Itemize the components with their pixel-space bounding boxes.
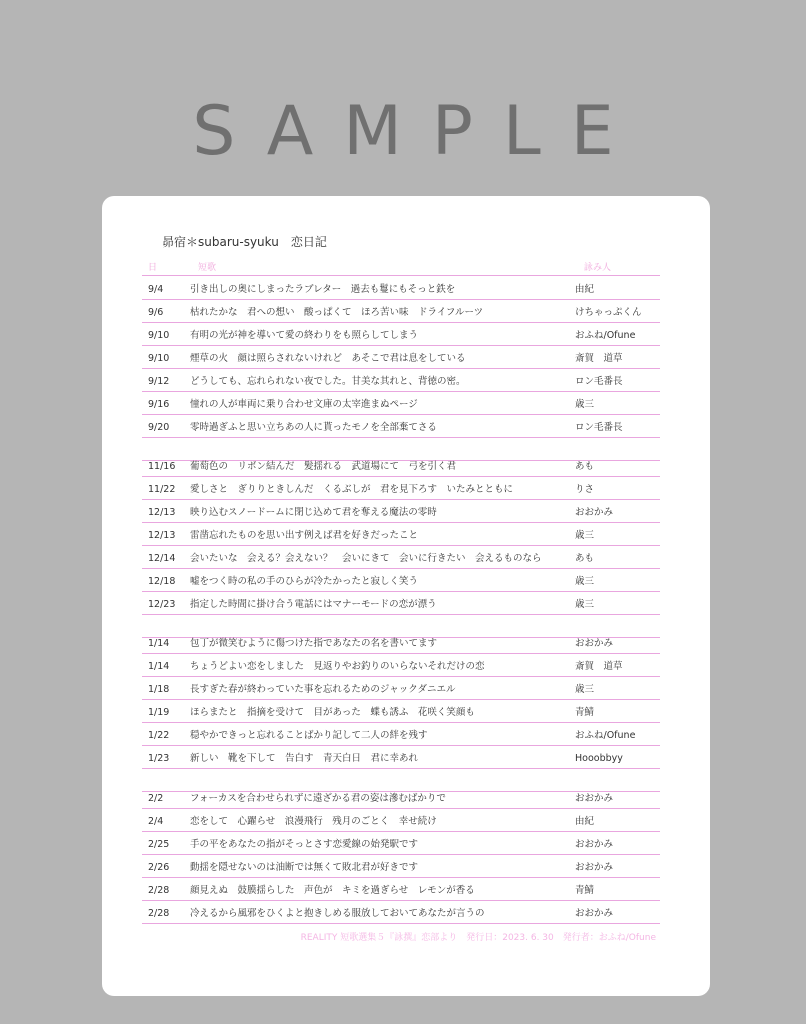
poem-text: 会いたいな 会える？会えない？ 会いにきて 会いに行きたい 会えるものなら <box>190 553 542 564</box>
poem-group-february <box>142 786 660 924</box>
poem-date: 2/2 <box>148 793 164 804</box>
poem-group-november-december <box>142 454 660 638</box>
poem-author: 由紀 <box>575 284 595 295</box>
poem-date: 12/14 <box>148 553 176 564</box>
poem-text: 新しい 靴を下して 告白す 青天白日 君に幸あれ <box>190 753 419 764</box>
poem-author: Hooobbyy <box>575 753 623 764</box>
poem-author: おおかみ <box>575 862 614 873</box>
poem-text: 嘘をつく時の私の手のひらが冷たかったと寂しく笑う <box>190 576 419 587</box>
table-row <box>142 277 660 300</box>
poem-text: 映り込むスノードームに閉じ込めて君を奪える魔法の零時 <box>190 507 437 518</box>
table-row <box>142 786 660 809</box>
table-row <box>142 500 660 523</box>
poem-author: おふね/Ofune <box>575 330 636 341</box>
poem-author: 歳三 <box>575 530 595 541</box>
publication-footer: REALITY 短歌選集５『詠撰』恋部より 発行日：2023. 6. 30 発行者：おふね/Ofune <box>300 933 656 943</box>
table-row <box>142 631 660 654</box>
poem-author: 斎賀 道草 <box>575 353 623 364</box>
poem-date: 11/16 <box>148 461 176 472</box>
table-row <box>142 592 660 615</box>
poem-author: 青鯖 <box>575 707 595 718</box>
poem-group-september <box>142 277 660 461</box>
poem-text: 長すぎた春が終わっていた事を忘れるためのジャックダニエル <box>190 684 456 695</box>
table-row <box>142 546 660 569</box>
poem-text: 煙草の火 顔は照らされないけれど あそこで君は息をしている <box>190 353 466 364</box>
poem-author: りさ <box>575 484 595 495</box>
table-row <box>142 477 660 500</box>
poem-date: 1/18 <box>148 684 170 695</box>
table-row <box>142 392 660 415</box>
poem-date: 1/19 <box>148 707 170 718</box>
poem-author: 歳三 <box>575 599 595 610</box>
header-author: 詠み人 <box>584 263 612 273</box>
table-row <box>142 300 660 323</box>
poem-author: 歳三 <box>575 684 595 695</box>
table-row <box>142 700 660 723</box>
poem-date: 11/22 <box>148 484 176 495</box>
poem-author: 歳三 <box>575 399 595 410</box>
poem-date: 12/23 <box>148 599 176 610</box>
poem-text: 恋をして 心躍らせ 浪漫飛行 残月のごとく 幸せ続け <box>190 816 437 827</box>
poem-date: 9/4 <box>148 284 164 295</box>
table-row <box>142 569 660 592</box>
poem-text: 手の平をあなたの指がそっとさす恋愛線の始発駅です <box>190 839 419 850</box>
sample-watermark: SAMPLE <box>192 92 644 171</box>
poem-text: 葡萄色の リボン結んだ 髪揺れる 武道場にて 弓を引く君 <box>190 461 457 472</box>
poem-text: 動揺を隠せないのは油断では無くて敗北君が好きです <box>190 862 419 873</box>
poem-date: 2/4 <box>148 816 164 827</box>
poem-date: 9/10 <box>148 330 170 341</box>
poem-text: フォーカスを合わせられずに遠ざかる君の姿は滲むばかりで <box>190 793 446 804</box>
poem-author: 歳三 <box>575 576 595 587</box>
poem-text: 指定した時間に掛け合う電話にはマナーモードの恋が漂う <box>190 599 437 610</box>
poem-author: おおかみ <box>575 507 614 518</box>
poem-author: けちゃっぷくん <box>575 307 642 318</box>
table-row <box>142 523 660 546</box>
poem-date: 1/14 <box>148 638 170 649</box>
poem-date: 12/18 <box>148 576 176 587</box>
poem-text: 冷えるから風邪をひくよと抱きしめる服放しておいてあなたが言うの <box>190 908 485 919</box>
table-row <box>142 723 660 746</box>
poem-author: 由紀 <box>575 816 595 827</box>
poem-date: 1/23 <box>148 753 170 764</box>
poem-text: 雷凿忘れたものを思い出す例えば君を好きだったこと <box>190 530 419 541</box>
table-row <box>142 654 660 677</box>
table-row <box>142 677 660 700</box>
poem-text: ほらまたと 指摘を受けて 目があった 蝶も誘ふ 花咲く笑顔も <box>190 707 475 718</box>
poem-date: 9/16 <box>148 399 170 410</box>
poem-author: ロン毛番長 <box>575 376 623 387</box>
table-row <box>142 415 660 438</box>
poem-text: 愛しさと ぎりりときしんだ くるぶしが 君を見下ろす いたみとともに <box>190 484 514 495</box>
poem-date: 12/13 <box>148 507 176 518</box>
poem-text: 零時過ぎふと思い立ちあの人に貰ったモノを全部棄てさる <box>190 422 437 433</box>
poem-date: 2/28 <box>148 908 170 919</box>
poem-author: おおかみ <box>575 638 614 649</box>
header-poem: 短歌 <box>198 263 217 273</box>
poem-date: 12/13 <box>148 530 176 541</box>
poem-date: 2/25 <box>148 839 170 850</box>
poem-text: 引き出しの奥にしまったラブレター 過去も鬘にもそっと鉄を <box>190 284 456 295</box>
poem-date: 9/10 <box>148 353 170 364</box>
poem-author: 青鯖 <box>575 885 595 896</box>
poem-text: 穏やかできっと忘れることばかり記して二人の絆を残す <box>190 730 428 741</box>
table-row <box>142 746 660 769</box>
poem-date: 2/28 <box>148 885 170 896</box>
poem-author: あも <box>575 553 595 564</box>
poem-date: 9/6 <box>148 307 164 318</box>
poem-author: おふね/Ofune <box>575 730 636 741</box>
poem-text: 憧れの人が車両に乗り合わせ文庫の太宰進まぬページ <box>190 399 418 410</box>
table-row <box>142 323 660 346</box>
table-row <box>142 855 660 878</box>
table-row <box>142 878 660 901</box>
poem-author: おおかみ <box>575 908 614 919</box>
poem-date: 9/20 <box>148 422 170 433</box>
poem-author: 斎賀 道草 <box>575 661 623 672</box>
document-sheet <box>102 196 710 996</box>
poem-author: おおかみ <box>575 839 614 850</box>
poem-date: 1/14 <box>148 661 170 672</box>
poem-author: あも <box>575 461 595 472</box>
poem-text: どうしても、忘れられない夜でした。甘美な其れと、背徳の密。 <box>190 376 466 387</box>
table-row <box>142 369 660 392</box>
poem-author: おおかみ <box>575 793 614 804</box>
poem-group-january <box>142 631 660 792</box>
poem-text: 枯れたかな 君への想い 酸っぱくて ほろ苦い味 ドライフルーツ <box>190 307 484 318</box>
table-row <box>142 346 660 369</box>
poem-author: ロン毛番長 <box>575 422 623 433</box>
poem-text: 包丁が微笑むように傷つけた指であなたの名を書いてます <box>190 638 438 649</box>
table-row <box>142 809 660 832</box>
poem-date: 9/12 <box>148 376 170 387</box>
poem-text: 顔見えぬ 鼓膜揺らした 声色が キミを過ぎらせ レモンが香る <box>190 885 475 896</box>
poem-date: 1/22 <box>148 730 170 741</box>
document-title: 昴宿＊subaru-syuku 恋日記 <box>162 235 327 249</box>
table-row <box>142 454 660 477</box>
poem-text: 有明の光が神を導いて愛の終わりをも照らしてしまう <box>190 330 419 341</box>
table-row <box>142 901 660 924</box>
poem-date: 2/26 <box>148 862 170 873</box>
header-date: 日 <box>148 263 158 273</box>
header-rule <box>142 275 660 276</box>
table-row <box>142 832 660 855</box>
poem-text: ちょうどよい恋をしました 見返りやお釣りのいらないそれだけの恋 <box>190 661 485 672</box>
